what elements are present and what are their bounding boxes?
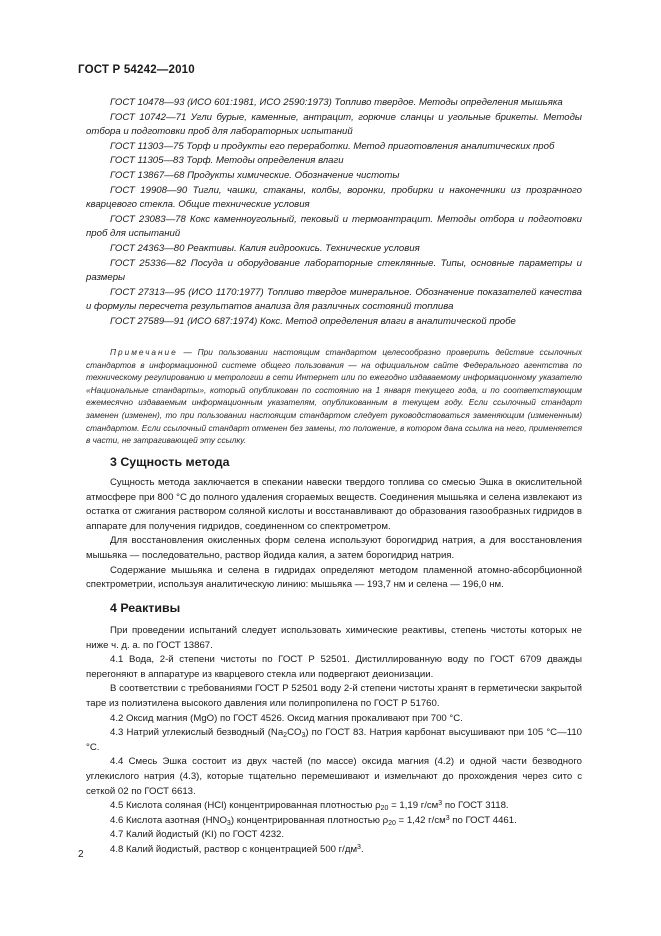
reference-item: ГОСТ 11305—83 Торф. Методы определения влаги [110,155,344,167]
reagent-potassium-iodide: 4.7 Калий йодистый (KI) по ГОСТ 4232. [110,829,285,841]
reference-item: ГОСТ 19908—90 Тигли, чашки, стаканы, колбы, воронки, пробирки и наконечники из прозрачного кварцевого стекла. Общие технические условия [86,184,582,211]
section-3-paragraph: Сущность метода заключается в спекании навески твердого топлива со смесью Эшка в окислительной атмосфере при 800 °С до полного удаления сгораемых веществ. Соединения мышьяка и селена извлекают из остатка от сжигания раствором соляной кислоты и восстанавливают до образования газообразных гидридов в аппарате для получения гидридов, соединенном со спектрометром. [86,477,582,532]
reference-note [86,346,582,447]
reagent-water: 4.1 Вода, 2-й степени чистоты по ГОСТ Р 52501. Дистиллированную воду по ГОСТ 6709 дважды перегоняют в аппаратуре из кварцевого стекла или подвергают деионизации. [86,654,582,680]
reference-item: ГОСТ 23083—78 Кокс каменноугольный, пековый и термоантрацит. Методы отбора и подготовки проб для испытаний [86,213,582,240]
section-3-paragraph: Для восстановления окисленных форм селена используют борогидрид натрия, а для восстановления мышьяка — последовательно, раствор йодида калия, а затем борогидрид натрия. [86,535,582,561]
reference-item: ГОСТ 27313—95 (ИСО 1170:1977) Топливо твердое минеральное. Обозначение показателей качества и формулы пересчета результатов анализа для различных состояний топлива [86,286,582,313]
reagent-water-storage: В соответствии с требованиями ГОСТ Р 52501 воду 2-й степени чистоты хранят в герметически закрытой таре из полиэтилена высокого давления или полипропилена по ГОСТ Р 51760. [86,683,582,709]
reference-item: ГОСТ 11303—75 Торф и продукты его переработки. Метод приготовления аналитических проб [110,140,555,152]
section-4-body [86,624,582,858]
reference-item: ГОСТ 10742—71 Угли бурые, каменные, антрацит, горючие сланцы и угольные брикеты. Методы отбора и подготовки проб для лабораторных испытаний [86,111,582,138]
reagent-sodium-carbonate: 4.3 Натрий углекислый безводный $(Na_2CO_3)$ по ГОСТ 83. Натрия карбонат высушивают при 105 °С—110 °С. [86,727,582,753]
reagent-potassium-iodide-solution: 4.8 Калий йодистый, раствор с концентрацией 500 $г/дм^3$. [110,843,364,855]
document-header: ГОСТ Р 54242—2010 [78,64,195,76]
reagent-hydrochloric-acid: 4.5 Кислота соляная (HCl) концентрированная плотностью $\rho_{20} = 1,19$ $г/см^3$ по ГОСТ 3118. [110,800,509,813]
reagent-magnesium-oxide: 4.2 Оксид магния (MgO) по ГОСТ 4526. Оксид магния прокаливают при 700 °С. [110,712,463,724]
reference-item: ГОСТ 13867—68 Продукты химические. Обозначение чистоты [110,169,400,181]
reference-item: ГОСТ 27589—91 (ИСО 687:1974) Кокс. Метод определения влаги в аналитической пробе [110,315,516,327]
section-3-paragraph: Содержание мышьяка и селена в гидридах определяют методом пламенной атомно-абсорбционной спектрометрии, используя аналитическую линию: мышьяка — 193,7 нм и селена — 196,0 нм. [86,564,582,591]
reference-item: ГОСТ 25336—82 Посуда и оборудование лабораторные стеклянные. Типы, основные параметры и размеры [86,257,582,284]
reagent-eschka-mixture: 4.4 Смесь Эшка состоит из двух частей (по массе) оксида магния (4.2) и одной части безводного углекислого натрия (4.3), которые тщательно перемешивают и измельчают до прохождения через сито с сеткой 02 по ГОСТ 6613. [86,756,582,797]
note-label: Примечание [110,347,178,357]
section-4-heading: 4 Реактивы [110,601,181,615]
section-3-body [86,476,582,593]
reference-item: ГОСТ 10478—93 (ИСО 601:1981, ИСО 2590:1973) Топливо твердое. Методы определения мышьяка [110,97,563,108]
page-number: 2 [78,849,84,860]
note-paragraph [86,346,582,447]
reagents-intro: При проведении испытаний следует использовать химические реактивы, степень чистоты которых не ниже ч. д. а. по ГОСТ 13867. [86,625,582,651]
normative-references [86,96,582,330]
reference-item: ГОСТ 24363—80 Реактивы. Калия гидроокись. Технические условия [110,242,420,254]
section-3-heading: 3 Сущность метода [110,455,230,469]
reagent-nitric-acid: 4.6 Кислота азотная $(HNO_3)$ концентрированная плотностью $\rho_{20} = 1,42$ $г/см^3$ по ГОСТ 4461. [110,814,517,827]
note-text: — При пользовании настоящим стандартом целесообразно проверить действие ссылочных стандартов в информационной системе общего пользования — на официальном сайте Федерального агентства по техническому регулированию и метрологии в сети Интернет или по ежегодно издаваемому информационному указателю «Национальные стандарты», который опубликован по состоянию на 1 января текущего года, и по соответствующим ежемесячно издаваемым информационным указателям, опубликованным в текущем году. Если ссылочный стандарт заменен (изменен), то при пользовании настоящим стандартом следует руководствоваться заменяющим (измененным) стандартом. Если ссылочный стандарт отменен без замены, то положение, в котором дана ссылка на него, применяется в части, не затрагивающей эту ссылку. [86,347,582,446]
